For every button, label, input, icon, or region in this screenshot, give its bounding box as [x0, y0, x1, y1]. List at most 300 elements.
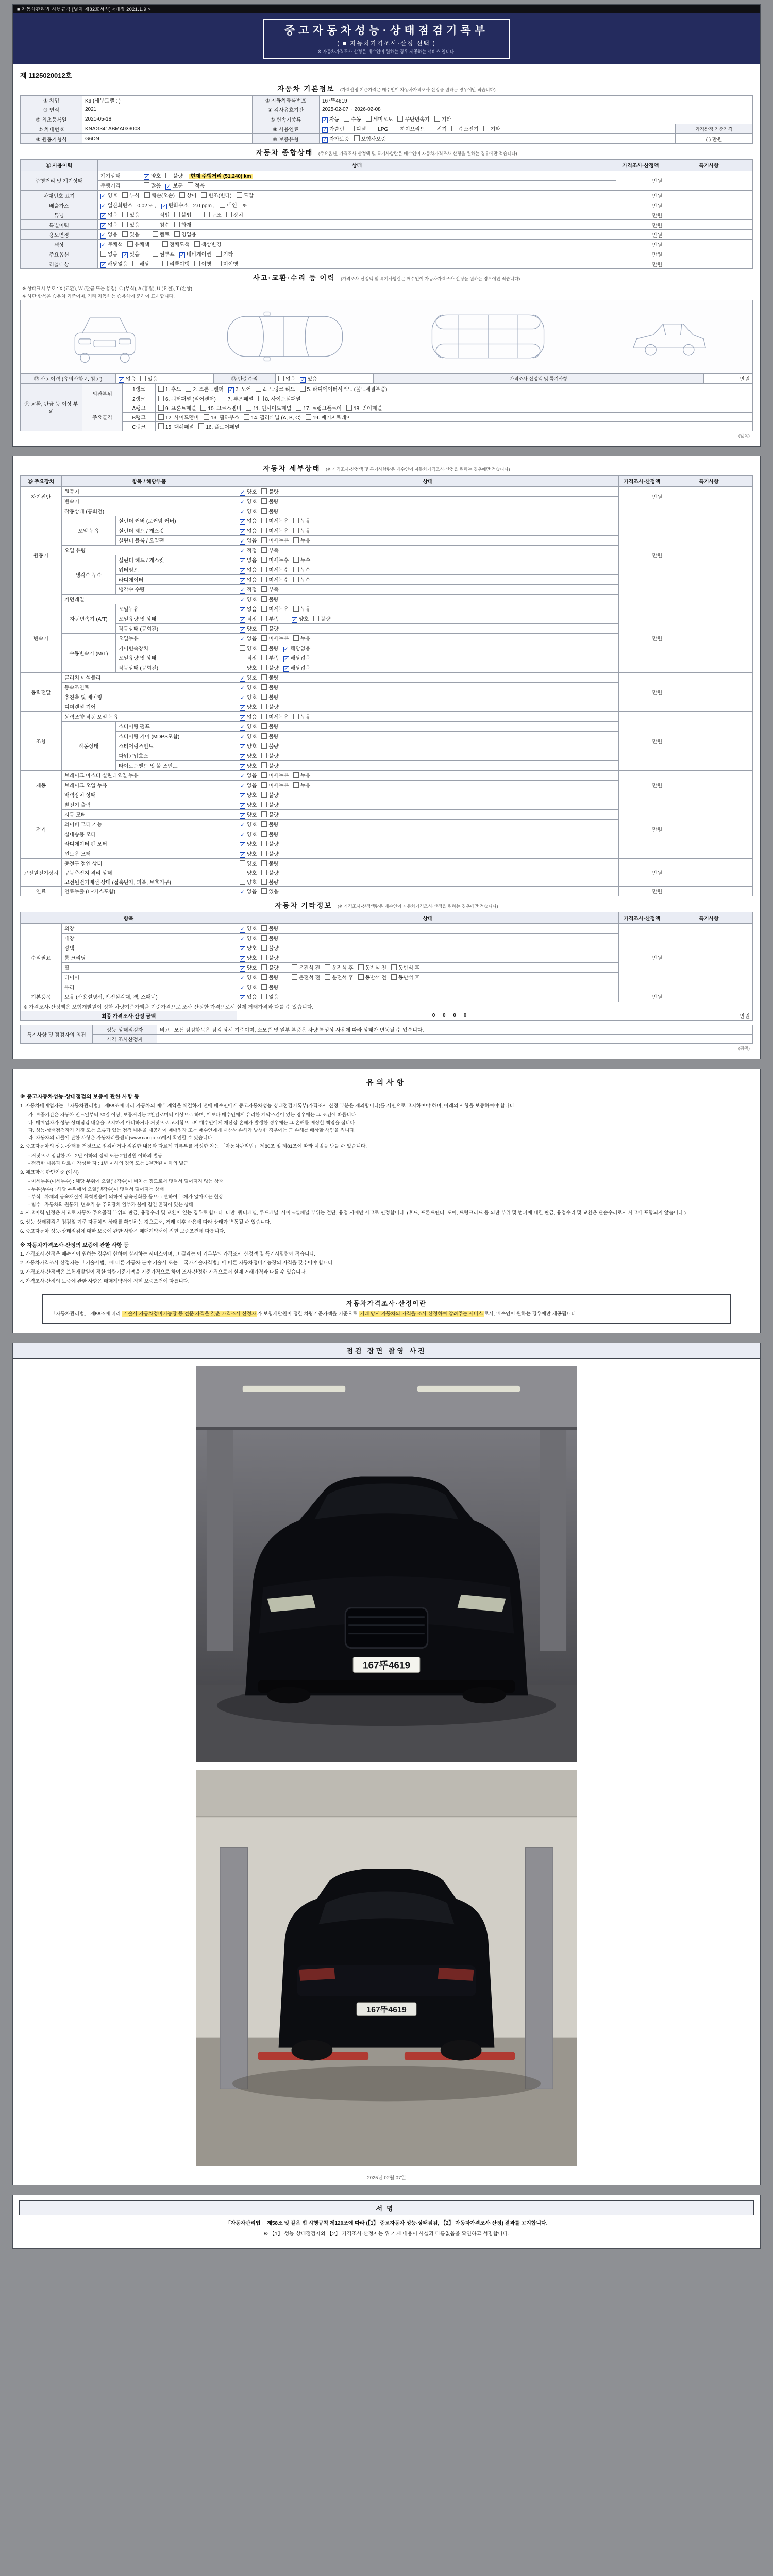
checkbox-icon[interactable] [240, 833, 245, 838]
checkbox-checked[interactable]: ✓ 해당없음 [283, 654, 311, 662]
checkbox-checked[interactable]: ✓ 양호 [240, 487, 257, 496]
checkbox-icon[interactable] [240, 852, 245, 858]
checkbox-unchecked[interactable]: 18. 리어패널 [346, 404, 382, 412]
checkbox-icon[interactable] [261, 841, 267, 846]
checkbox-unchecked[interactable]: 불량 [261, 859, 278, 867]
checkbox-icon[interactable] [261, 547, 267, 553]
checkbox-icon[interactable] [228, 387, 234, 393]
checkbox-unchecked[interactable]: 불량 [261, 983, 278, 991]
checkbox-icon[interactable] [261, 723, 267, 729]
checkbox-unchecked[interactable]: 불량 [261, 722, 278, 730]
checkbox-icon[interactable] [240, 774, 245, 779]
checkbox-icon[interactable] [278, 376, 284, 381]
checkbox-unchecked[interactable]: 전체도색 [162, 240, 190, 248]
checkbox-unchecked[interactable]: 기타 [434, 115, 451, 123]
checkbox-icon[interactable] [153, 212, 158, 217]
checkbox-unchecked[interactable]: 불량 [261, 693, 278, 701]
checkbox-checked[interactable]: ✓ 없음 [100, 221, 117, 229]
checkbox-icon[interactable] [397, 116, 403, 122]
checkbox-icon[interactable] [240, 946, 245, 952]
checkbox-unchecked[interactable]: 불량 [313, 615, 330, 622]
checkbox-icon[interactable] [261, 935, 267, 941]
checkbox-icon[interactable] [240, 890, 245, 895]
checkbox-icon[interactable] [100, 233, 106, 239]
checkbox-unchecked[interactable]: 1. 후드 [158, 385, 181, 393]
checkbox-unchecked[interactable]: 부족 [261, 615, 278, 622]
checkbox-icon[interactable] [240, 510, 245, 515]
checkbox-unchecked[interactable]: 15. 대쉬패널 [158, 422, 194, 430]
checkbox-unchecked[interactable]: 영업용 [174, 230, 196, 238]
checkbox-icon[interactable] [261, 870, 267, 875]
checkbox-icon[interactable] [261, 635, 267, 641]
checkbox-checked[interactable]: ✓ 적정 [240, 585, 257, 594]
checkbox-checked[interactable]: ✓ 양호 [292, 615, 309, 623]
checkbox-unchecked[interactable]: 없음 [100, 250, 117, 258]
checkbox-checked[interactable]: ✓ 양호 [240, 840, 257, 848]
checkbox-icon[interactable] [200, 405, 206, 411]
checkbox-checked[interactable]: ✓ 자가보증 [322, 134, 349, 143]
checkbox-checked[interactable]: ✓ 양호 [240, 742, 257, 750]
checkbox-icon[interactable] [261, 782, 267, 788]
checkbox-icon[interactable] [261, 704, 267, 709]
checkbox-unchecked[interactable]: 불량 [261, 924, 278, 932]
checkbox-icon[interactable] [194, 241, 200, 247]
checkbox-checked[interactable]: ✓ 양호 [240, 673, 257, 682]
checkbox-unchecked[interactable]: 불량 [261, 507, 278, 515]
checkbox-checked[interactable]: ✓ 없음 [240, 556, 257, 564]
checkbox-icon[interactable] [261, 625, 267, 631]
checkbox-icon[interactable] [188, 182, 193, 188]
checkbox-unchecked[interactable]: 미세누유 [261, 605, 289, 613]
checkbox-icon[interactable] [158, 414, 164, 420]
checkbox-icon[interactable] [153, 231, 158, 237]
checkbox-unchecked[interactable]: 동반석 전 [358, 963, 386, 971]
checkbox-icon[interactable] [354, 135, 360, 141]
checkbox-unchecked[interactable]: 불량 [165, 172, 182, 179]
checkbox-checked[interactable]: ✓ 양호 [240, 497, 257, 505]
checkbox-unchecked[interactable]: 6. 쿼터패널 (리어펜더) [158, 395, 216, 402]
checkbox-unchecked[interactable]: 디젤 [349, 125, 366, 132]
checkbox-icon[interactable] [261, 606, 267, 612]
checkbox-icon[interactable] [306, 414, 311, 420]
checkbox-checked[interactable]: ✓ 없음 [240, 536, 257, 545]
checkbox-checked[interactable]: ✓ 양호 [240, 732, 257, 740]
checkbox-checked[interactable]: ✓ 적정 [240, 615, 257, 623]
checkbox-unchecked[interactable]: 8. 사이드실패널 [258, 395, 301, 402]
checkbox-icon[interactable] [261, 694, 267, 700]
checkbox-unchecked[interactable]: 불량 [261, 487, 278, 495]
checkbox-icon[interactable] [240, 676, 245, 682]
checkbox-icon[interactable] [240, 870, 245, 875]
checkbox-unchecked[interactable]: 누유 [293, 713, 310, 720]
checkbox-icon[interactable] [296, 405, 301, 411]
checkbox-icon[interactable] [100, 251, 106, 257]
checkbox-unchecked[interactable]: 기타 [216, 250, 233, 258]
checkbox-icon[interactable] [483, 126, 489, 131]
checkbox-icon[interactable] [240, 976, 245, 981]
checkbox-icon[interactable] [162, 261, 168, 266]
checkbox-checked[interactable]: ✓ 양호 [240, 761, 257, 770]
checkbox-icon[interactable] [293, 782, 299, 788]
checkbox-unchecked[interactable]: 불량 [261, 954, 278, 961]
checkbox-unchecked[interactable]: 색상변경 [194, 240, 222, 248]
checkbox-unchecked[interactable]: 양호 [240, 878, 257, 886]
checkbox-checked[interactable]: ✓ 양호 [240, 722, 257, 731]
checkbox-icon[interactable] [358, 974, 364, 980]
checkbox-icon[interactable] [300, 386, 306, 392]
checkbox-unchecked[interactable]: 수동 [344, 115, 361, 123]
checkbox-checked[interactable]: ✓ 3. 도어 [228, 385, 251, 393]
checkbox-unchecked[interactable]: 불량 [261, 963, 278, 971]
checkbox-icon[interactable] [240, 813, 245, 819]
checkbox-icon[interactable] [204, 212, 210, 217]
checkbox-icon[interactable] [393, 126, 398, 131]
checkbox-icon[interactable] [240, 725, 245, 731]
checkbox-unchecked[interactable]: 불량 [261, 644, 278, 652]
checkbox-icon[interactable] [153, 251, 158, 257]
checkbox-unchecked[interactable]: 불량 [261, 595, 278, 603]
checkbox-icon[interactable] [100, 194, 106, 199]
checkbox-unchecked[interactable]: 해당 [132, 260, 149, 267]
checkbox-icon[interactable] [322, 117, 328, 123]
checkbox-unchecked[interactable]: 부족 [261, 654, 278, 662]
checkbox-icon[interactable] [240, 879, 245, 885]
checkbox-icon[interactable] [122, 222, 128, 227]
checkbox-icon[interactable] [293, 606, 299, 612]
checkbox-unchecked[interactable]: 10. 크로스멤버 [200, 404, 241, 412]
checkbox-icon[interactable] [261, 508, 267, 514]
checkbox-icon[interactable] [161, 204, 167, 209]
checkbox-icon[interactable] [240, 793, 245, 799]
checkbox-icon[interactable] [371, 126, 376, 131]
checkbox-unchecked[interactable]: 불량 [261, 703, 278, 710]
checkbox-icon[interactable] [240, 627, 245, 633]
checkbox-icon[interactable] [179, 192, 185, 198]
checkbox-checked[interactable]: ✓ 양호 [240, 850, 257, 858]
checkbox-icon[interactable] [240, 784, 245, 789]
checkbox-unchecked[interactable]: 누수 [293, 556, 310, 564]
checkbox-unchecked[interactable]: 5. 라디에이터서포트 (볼트체결부품) [300, 385, 388, 393]
checkbox-checked[interactable]: ✓ 없음 [100, 211, 117, 219]
checkbox-icon[interactable] [292, 974, 297, 980]
checkbox-unchecked[interactable]: 미세누유 [261, 713, 289, 720]
checkbox-unchecked[interactable]: 미세누유 [261, 771, 289, 779]
checkbox-unchecked[interactable]: 수소전기 [451, 125, 479, 132]
checkbox-checked[interactable]: ✓ 없음 [240, 517, 257, 525]
checkbox-unchecked[interactable]: 미세누유 [261, 536, 289, 544]
checkbox-icon[interactable] [240, 529, 245, 535]
checkbox-unchecked[interactable]: 보험사보증 [354, 134, 386, 142]
checkbox-unchecked[interactable]: 구조 [204, 211, 221, 218]
checkbox-unchecked[interactable]: 양호 [240, 859, 257, 867]
checkbox-unchecked[interactable]: 불량 [261, 934, 278, 942]
checkbox-unchecked[interactable]: 없음 [261, 993, 278, 1001]
checkbox-unchecked[interactable]: 불량 [261, 973, 278, 981]
checkbox-icon[interactable] [293, 528, 299, 533]
checkbox-unchecked[interactable]: 운전석 후 [325, 963, 353, 971]
checkbox-unchecked[interactable]: 불량 [261, 732, 278, 740]
checkbox-icon[interactable] [240, 696, 245, 701]
checkbox-icon[interactable] [140, 376, 146, 381]
checkbox-icon[interactable] [261, 888, 267, 894]
checkbox-icon[interactable] [165, 184, 171, 190]
checkbox-icon[interactable] [240, 715, 245, 721]
checkbox-unchecked[interactable]: 없음 [278, 375, 295, 382]
checkbox-checked[interactable]: ✓ 네비게이션 [179, 250, 211, 258]
checkbox-checked[interactable]: ✓ 양호 [240, 954, 257, 962]
checkbox-icon[interactable] [293, 772, 299, 778]
checkbox-unchecked[interactable]: 미세누유 [261, 517, 289, 524]
checkbox-icon[interactable] [292, 964, 297, 970]
checkbox-unchecked[interactable]: 적정 [240, 654, 257, 662]
checkbox-unchecked[interactable]: 7. 루프패널 [221, 395, 254, 402]
checkbox-checked[interactable]: ✓ 있음 [300, 375, 317, 383]
checkbox-icon[interactable] [325, 974, 330, 980]
checkbox-icon[interactable] [186, 386, 191, 392]
checkbox-icon[interactable] [261, 518, 267, 523]
checkbox-icon[interactable] [144, 182, 149, 188]
checkbox-icon[interactable] [100, 223, 106, 229]
checkbox-icon[interactable] [122, 192, 128, 198]
checkbox-icon[interactable] [240, 519, 245, 525]
checkbox-unchecked[interactable]: 있음 [122, 230, 139, 238]
checkbox-icon[interactable] [240, 500, 245, 505]
checkbox-icon[interactable] [158, 396, 164, 401]
checkbox-icon[interactable] [240, 764, 245, 770]
checkbox-icon[interactable] [391, 964, 397, 970]
checkbox-checked[interactable]: ✓ 양호 [240, 810, 257, 819]
checkbox-icon[interactable] [100, 213, 106, 219]
checkbox-unchecked[interactable]: 무단변속기 [397, 115, 429, 123]
checkbox-icon[interactable] [122, 212, 128, 217]
checkbox-icon[interactable] [240, 860, 245, 866]
checkbox-unchecked[interactable]: 불량 [261, 742, 278, 750]
checkbox-unchecked[interactable]: 썬루프 [153, 250, 175, 258]
checkbox-unchecked[interactable]: 불량 [261, 664, 278, 671]
checkbox-unchecked[interactable]: 운전석 전 [292, 963, 320, 971]
checkbox-unchecked[interactable]: 12. 사이드멤버 [158, 413, 199, 421]
checkbox-checked[interactable]: ✓ 양호 [100, 191, 117, 199]
checkbox-checked[interactable]: ✓ 없음 [240, 887, 257, 895]
checkbox-unchecked[interactable]: 이행 [194, 260, 211, 267]
checkbox-icon[interactable] [261, 945, 267, 951]
checkbox-checked[interactable]: ✓ 양호 [240, 595, 257, 603]
checkbox-unchecked[interactable]: 미세누유 [261, 634, 289, 642]
checkbox-unchecked[interactable]: 누유 [293, 517, 310, 524]
checkbox-icon[interactable] [240, 986, 245, 991]
checkbox-icon[interactable] [100, 262, 106, 268]
checkbox-icon[interactable] [283, 656, 289, 662]
checkbox-icon[interactable] [313, 616, 319, 621]
checkbox-unchecked[interactable]: 누유 [293, 781, 310, 789]
checkbox-unchecked[interactable]: 양호 [240, 644, 257, 652]
checkbox-icon[interactable] [240, 665, 245, 670]
checkbox-icon[interactable] [204, 414, 209, 420]
checkbox-icon[interactable] [261, 528, 267, 533]
checkbox-unchecked[interactable]: 17. 트렁크플로어 [296, 404, 342, 412]
checkbox-icon[interactable] [261, 714, 267, 719]
checkbox-checked[interactable]: ✓ 없음 [240, 713, 257, 721]
checkbox-checked[interactable]: ✓ 없음 [240, 575, 257, 584]
checkbox-checked[interactable]: ✓ 양호 [240, 934, 257, 942]
checkbox-icon[interactable] [240, 937, 245, 942]
checkbox-unchecked[interactable]: 불량 [261, 801, 278, 808]
checkbox-unchecked[interactable]: 19. 패키지트레이 [306, 413, 351, 421]
checkbox-icon[interactable] [240, 549, 245, 554]
checkbox-icon[interactable] [240, 803, 245, 809]
checkbox-icon[interactable] [261, 488, 267, 494]
checkbox-icon[interactable] [261, 645, 267, 651]
checkbox-unchecked[interactable]: 불량 [261, 840, 278, 848]
checkbox-checked[interactable]: ✓ 보통 [165, 181, 182, 190]
checkbox-checked[interactable]: ✓ 해당없음 [283, 664, 311, 672]
checkbox-checked[interactable]: ✓ 양호 [240, 801, 257, 809]
checkbox-unchecked[interactable]: 하이브리드 [393, 125, 425, 132]
checkbox-icon[interactable] [244, 414, 249, 420]
checkbox-icon[interactable] [240, 539, 245, 545]
checkbox-icon[interactable] [216, 261, 222, 266]
checkbox-icon[interactable] [162, 241, 168, 247]
checkbox-unchecked[interactable]: 동반석 후 [391, 963, 419, 971]
checkbox-unchecked[interactable]: 도말 [237, 191, 254, 199]
checkbox-icon[interactable] [261, 762, 267, 768]
checkbox-icon[interactable] [240, 927, 245, 933]
checkbox-unchecked[interactable]: 누수 [293, 575, 310, 583]
checkbox-unchecked[interactable]: 전기 [430, 125, 447, 132]
checkbox-unchecked[interactable]: 누유 [293, 527, 310, 534]
checkbox-unchecked[interactable]: 장치 [226, 211, 243, 218]
checkbox-icon[interactable] [240, 956, 245, 962]
checkbox-checked[interactable]: ✓ 일산화탄소 [100, 201, 132, 209]
checkbox-icon[interactable] [201, 192, 207, 198]
checkbox-icon[interactable] [153, 222, 158, 227]
checkbox-checked[interactable]: ✓ 자동 [322, 115, 339, 123]
checkbox-checked[interactable]: ✓ 없음 [240, 781, 257, 789]
checkbox-unchecked[interactable]: 16. 플로어패널 [198, 422, 239, 430]
checkbox-icon[interactable] [240, 558, 245, 564]
checkbox-icon[interactable] [237, 192, 242, 198]
checkbox-icon[interactable] [322, 137, 328, 143]
checkbox-icon[interactable] [240, 607, 245, 613]
checkbox-icon[interactable] [293, 714, 299, 719]
checkbox-icon[interactable] [174, 212, 180, 217]
checkbox-icon[interactable] [261, 733, 267, 739]
checkbox-checked[interactable]: ✓ 양호 [240, 703, 257, 711]
checkbox-icon[interactable] [158, 423, 164, 429]
checkbox-unchecked[interactable]: 세미오토 [366, 115, 393, 123]
checkbox-checked[interactable]: ✓ 해당없음 [100, 260, 128, 268]
checkbox-unchecked[interactable]: 유채색 [127, 240, 149, 248]
checkbox-unchecked[interactable]: 적법 [153, 211, 170, 218]
checkbox-checked[interactable]: ✓ 양호 [240, 624, 257, 633]
checkbox-unchecked[interactable]: 14. 필러패널 (A, B, C) [244, 413, 300, 421]
checkbox-unchecked[interactable]: 불량 [261, 752, 278, 759]
checkbox-icon[interactable] [144, 174, 149, 180]
checkbox-icon[interactable] [258, 396, 264, 401]
checkbox-unchecked[interactable]: 누유 [293, 634, 310, 642]
checkbox-icon[interactable] [179, 252, 185, 258]
checkbox-icon[interactable] [174, 231, 180, 237]
checkbox-unchecked[interactable]: 운전석 전 [292, 973, 320, 981]
checkbox-unchecked[interactable]: 불량 [261, 944, 278, 952]
checkbox-icon[interactable] [261, 577, 267, 582]
checkbox-icon[interactable] [127, 241, 133, 247]
checkbox-icon[interactable] [261, 792, 267, 798]
checkbox-unchecked[interactable]: 누수 [293, 566, 310, 573]
checkbox-icon[interactable] [240, 842, 245, 848]
checkbox-icon[interactable] [261, 557, 267, 563]
checkbox-icon[interactable] [261, 821, 267, 827]
checkbox-icon[interactable] [344, 116, 349, 122]
checkbox-icon[interactable] [240, 754, 245, 760]
checkbox-unchecked[interactable]: 리콜이행 [162, 260, 190, 267]
checkbox-icon[interactable] [451, 126, 457, 131]
checkbox-icon[interactable] [174, 222, 180, 227]
checkbox-icon[interactable] [119, 377, 124, 383]
checkbox-unchecked[interactable]: 불량 [261, 820, 278, 828]
checkbox-checked[interactable]: ✓ 양호 [240, 791, 257, 799]
checkbox-icon[interactable] [144, 192, 150, 198]
checkbox-unchecked[interactable]: 불량 [261, 830, 278, 838]
checkbox-icon[interactable] [256, 386, 261, 392]
checkbox-unchecked[interactable]: 기타 [483, 125, 500, 132]
checkbox-unchecked[interactable]: 양호 [240, 664, 257, 671]
checkbox-unchecked[interactable]: 4. 트렁크 리드 [256, 385, 295, 393]
checkbox-unchecked[interactable]: 훼손(오손) [144, 191, 175, 199]
checkbox-checked[interactable]: ✓ 적정 [240, 546, 257, 554]
checkbox-unchecked[interactable]: 미세누수 [261, 566, 289, 573]
checkbox-icon[interactable] [358, 964, 364, 970]
checkbox-checked[interactable]: ✓ 양호 [240, 944, 257, 952]
checkbox-icon[interactable] [240, 966, 245, 972]
checkbox-icon[interactable] [198, 423, 204, 429]
checkbox-icon[interactable] [261, 586, 267, 592]
checkbox-checked[interactable]: ✓ 있음 [122, 250, 139, 258]
checkbox-icon[interactable] [292, 617, 297, 623]
checkbox-unchecked[interactable]: 적음 [188, 181, 205, 189]
checkbox-checked[interactable]: ✓ 해당없음 [283, 644, 311, 652]
checkbox-unchecked[interactable]: 동반석 후 [391, 973, 419, 981]
checkbox-icon[interactable] [293, 567, 299, 572]
checkbox-icon[interactable] [434, 116, 440, 122]
checkbox-unchecked[interactable]: 있음 [140, 375, 157, 382]
checkbox-icon[interactable] [158, 386, 164, 392]
checkbox-checked[interactable]: ✓ 양호 [240, 693, 257, 701]
checkbox-checked[interactable]: ✓ 양호 [240, 820, 257, 828]
checkbox-unchecked[interactable]: 불량 [261, 761, 278, 769]
checkbox-unchecked[interactable]: 불량 [261, 673, 278, 681]
checkbox-unchecked[interactable]: 누유 [293, 771, 310, 779]
checkbox-icon[interactable] [216, 251, 222, 257]
checkbox-icon[interactable] [261, 753, 267, 758]
checkbox-icon[interactable] [132, 261, 138, 266]
checkbox-unchecked[interactable]: 양호 [240, 869, 257, 876]
checkbox-icon[interactable] [261, 655, 267, 660]
checkbox-icon[interactable] [391, 974, 397, 980]
checkbox-icon[interactable] [240, 598, 245, 603]
checkbox-unchecked[interactable]: 11. 인사이드패널 [246, 404, 291, 412]
checkbox-icon[interactable] [261, 955, 267, 960]
checkbox-icon[interactable] [261, 964, 267, 970]
checkbox-icon[interactable] [261, 674, 267, 680]
checkbox-unchecked[interactable]: 부족 [261, 546, 278, 554]
checkbox-unchecked[interactable]: 미세누유 [261, 527, 289, 534]
checkbox-checked[interactable]: ✓ 가솔린 [322, 125, 344, 133]
checkbox-checked[interactable]: ✓ 있음 [240, 993, 257, 1001]
checkbox-icon[interactable] [261, 537, 267, 543]
checkbox-unchecked[interactable]: 누유 [293, 536, 310, 544]
checkbox-unchecked[interactable]: 불량 [261, 850, 278, 857]
